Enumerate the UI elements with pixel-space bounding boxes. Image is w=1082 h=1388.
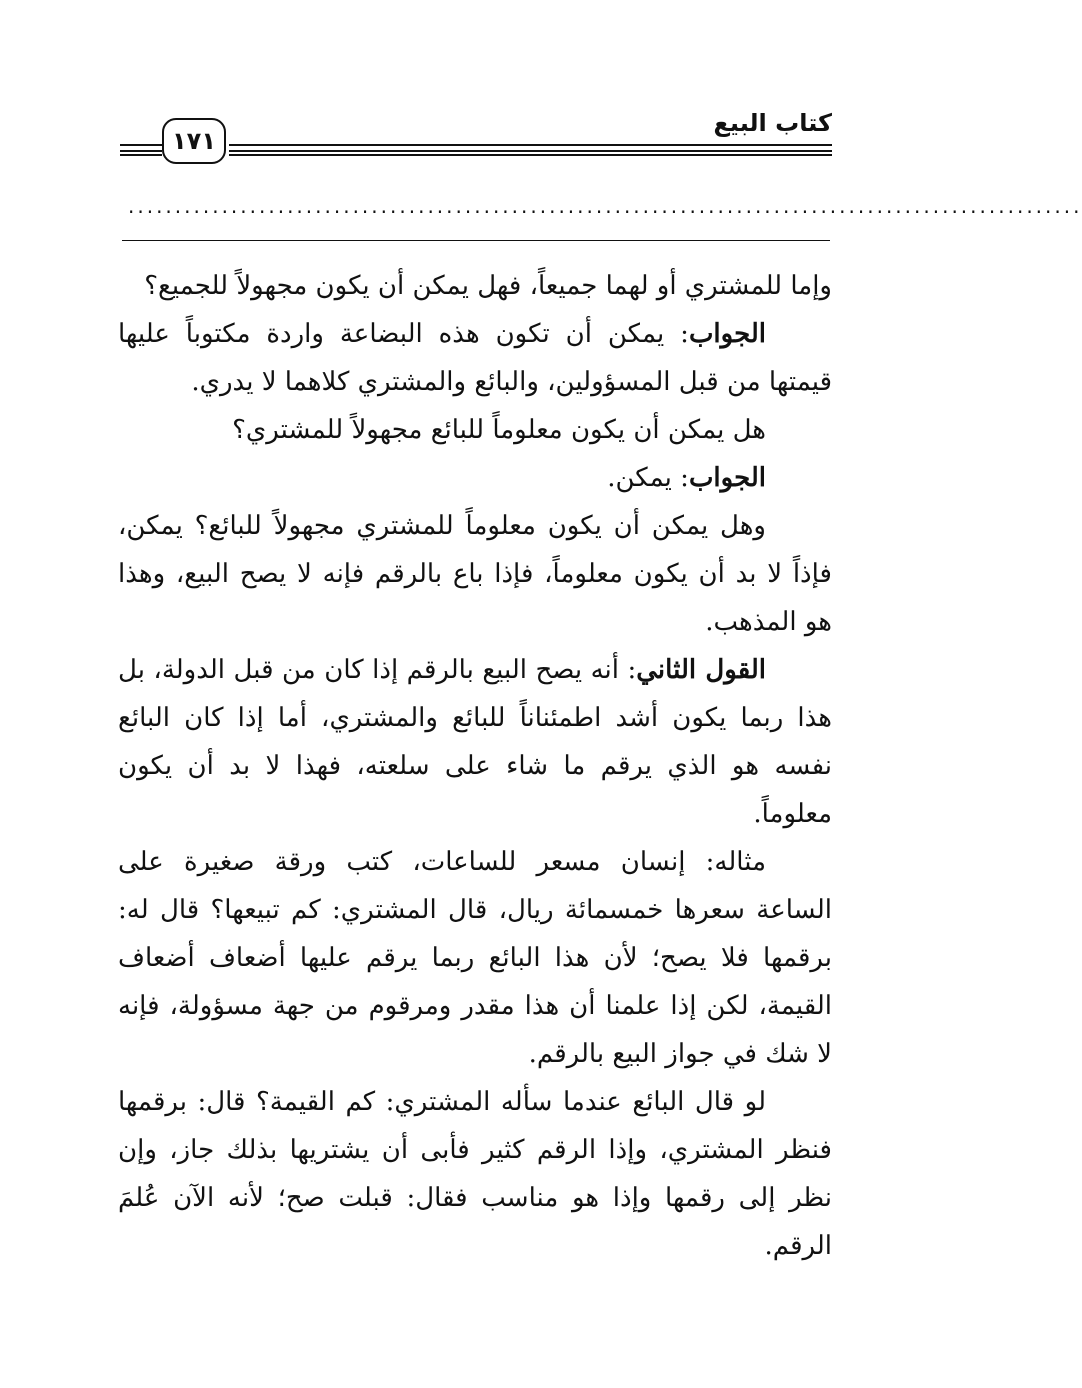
header-double-rule-left <box>120 144 162 152</box>
paragraph-text: لو قال البائع عندما سأله المشتري: كم القيمة؟ قال: برقمها فنظر المشتري، وإذا الرقم كثير فأبى أن يشتريها بذلك جاز، وإن نظر إلى رقمها وإذا هو مناسب فقال: قبلت صح؛ لأنه الآن عُلمَ الرقم. <box>118 1087 832 1261</box>
paragraph-text: وهل يمكن أن يكون معلوماً للمشتري مجهولاً للبائع؟ يمكن، فإذاً لا بد أن يكون معلوماً، فإذا باع بالرقم فإنه لا يصح البيع، وهذا هو المذهب. <box>118 511 832 637</box>
paragraph-text: : يمكن. <box>607 463 689 493</box>
answer-label: الجواب <box>688 319 766 349</box>
header-double-rule-right <box>229 144 832 152</box>
paragraph-text: : يمكن أن تكون هذه البضاعة واردة مكتوباً عليها قيمتها من قبل المسؤولين، والبائع والمشتري كلاهما لا يدري. <box>118 319 832 397</box>
dotted-separator: ...................................................................................................... <box>128 194 1082 218</box>
second-opinion-label: القول الثاني <box>636 655 766 685</box>
header-rule-left-lower <box>120 154 162 156</box>
answer-label: الجواب <box>688 463 766 493</box>
paragraph <box>118 502 832 646</box>
page-header <box>120 108 832 168</box>
paragraph-text: هل يمكن أن يكون معلوماً للبائع مجهولاً للمشتري؟ <box>232 415 766 445</box>
page-number-frame <box>162 118 226 164</box>
paragraph <box>118 406 832 454</box>
paragraph <box>118 1078 832 1270</box>
text-divider-line <box>122 240 830 241</box>
paragraph-text: وإما للمشتري أو لهما جميعاً، فهل يمكن أن يكون مجهولاً للجميع؟ <box>144 271 832 301</box>
paragraph <box>118 454 832 502</box>
page-number: ١٧١ <box>172 127 216 155</box>
paragraph-text: : أنه يصح البيع بالرقم إذا كان من قبل الدولة، بل هذا ربما يكون أشد اطمئناناً للبائع والمشتري، أما إذا كان البائع نفسه هو الذي يرقم ما شاء على سلعته، فهذا لا بد أن يكون معلوماً. <box>118 655 832 829</box>
paragraph-text: مثاله: إنسان مسعر للساعات، كتب ورقة صغيرة على الساعة سعرها خمسمائة ريال، قال المشتري: كم تبيعها؟ قال له: برقمها فلا يصح؛ لأن هذا البائع ربما يرقم عليها أضعاف أضعاف القيمة، لكن إذا علمنا أن هذا مقدر ومرقوم من جهة مسؤولة، فإنه لا شك في جواز البيع بالرقم. <box>118 847 832 1069</box>
header-rule-right-lower <box>229 154 832 156</box>
paragraph <box>118 646 832 838</box>
main-text <box>118 262 832 1270</box>
paragraph <box>118 838 832 1078</box>
paragraph <box>118 310 832 406</box>
paragraph <box>118 262 832 310</box>
book-title: كتاب البيع <box>713 109 832 137</box>
